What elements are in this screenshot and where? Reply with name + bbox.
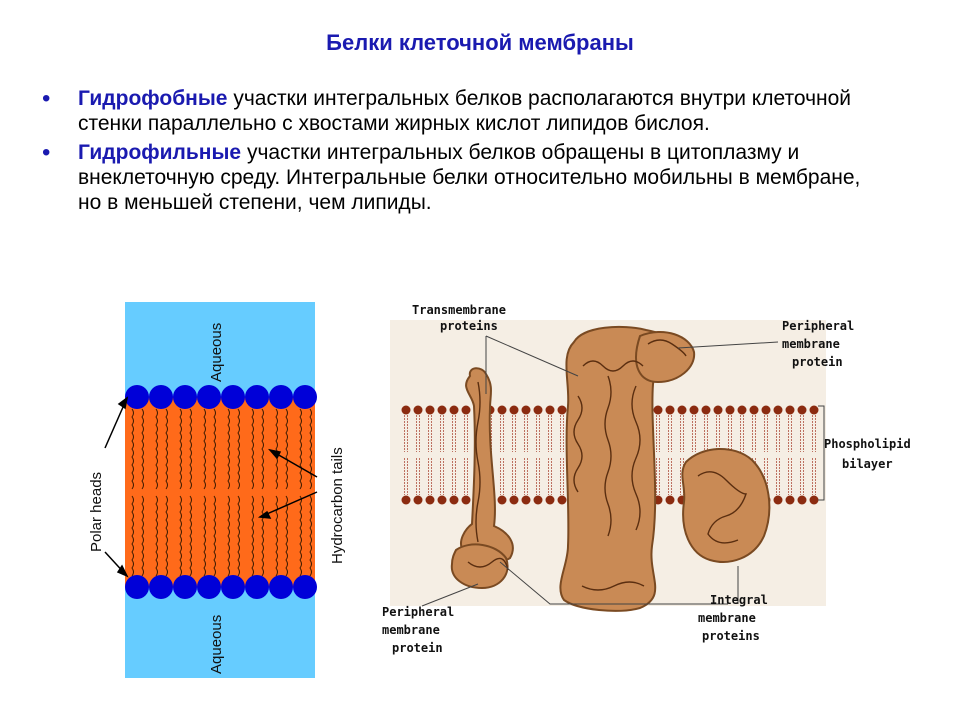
peripheral-bottom-label-2: membrane [382, 623, 440, 637]
peripheral-top-label-3: protein [792, 355, 843, 369]
phospholipid-head [762, 406, 771, 415]
bullet-hydrophilic [38, 140, 888, 215]
transmembrane-label-1: Transmembrane [412, 303, 506, 317]
polar-head [197, 575, 221, 599]
hydrocarbon-tails-label: Hydrocarbon tails [329, 447, 346, 564]
membrane-proteins-diagram [378, 296, 911, 668]
phospholipid-head [510, 496, 519, 505]
phospholipid-head [810, 496, 819, 505]
phospholipid-head [426, 496, 435, 505]
phospholipid-head [450, 406, 459, 415]
phospholipid-head [702, 406, 711, 415]
peripheral-bottom-label-3: protein [392, 641, 443, 655]
phospholipid-head [558, 406, 567, 415]
peripheral-top-label-1: Peripheral [782, 319, 855, 333]
phospholipid-head [402, 406, 411, 415]
integral-label-2: membrane [698, 611, 756, 625]
lipid-bilayer-diagram [85, 302, 360, 678]
phospholipid-head [414, 496, 423, 505]
bullet-list [38, 86, 888, 219]
phospholipid-head [534, 496, 543, 505]
phospholipid-head [546, 406, 555, 415]
phospholipid-head [558, 496, 567, 505]
polar-heads-label: Polar heads [88, 471, 105, 552]
polar-head [269, 575, 293, 599]
polar-head [149, 575, 173, 599]
polar-head [125, 385, 149, 409]
phospholipid-head [546, 496, 555, 505]
phospholipid-head [522, 496, 531, 505]
phospholipid-head [690, 406, 699, 415]
transmembrane-label-2: proteins [440, 319, 498, 333]
phospholipid-head [774, 496, 783, 505]
bullet-hydrophobic [38, 86, 888, 136]
phospholipid-head [726, 406, 735, 415]
polar-head [221, 385, 245, 409]
polar-head [245, 575, 269, 599]
peripheral-bottom-label-1: Peripheral [382, 605, 455, 619]
phospholipid-head [462, 496, 471, 505]
phospholipid-head [438, 496, 447, 505]
integral-label-1: Integral [710, 593, 768, 607]
polar-head [149, 385, 173, 409]
page-title: Белки клеточной мембраны [326, 30, 634, 55]
phospholipid-head [678, 406, 687, 415]
aqueous-bottom-label: Aqueous [208, 614, 225, 674]
phospholipid-head [666, 406, 675, 415]
phospholipid-head [786, 496, 795, 505]
phospholipid-head [522, 406, 531, 415]
term-hydrophobic: Гидрофобные [78, 87, 228, 110]
polar-head [125, 575, 149, 599]
phospholipid-head [438, 406, 447, 415]
phospholipid-head [786, 406, 795, 415]
polar-head [293, 385, 317, 409]
polar-head [173, 575, 197, 599]
phospholipid-head [714, 406, 723, 415]
polar-head [197, 385, 221, 409]
bilayer-label-2: bilayer [842, 457, 893, 471]
integral-label-3: proteins [702, 629, 760, 643]
phospholipid-head [666, 496, 675, 505]
bilayer-label-1: Phospholipid [824, 437, 911, 451]
term-hydrophilic: Гидрофильные [78, 141, 242, 164]
phospholipid-head [798, 496, 807, 505]
integral-protein [682, 449, 769, 562]
polar-head [269, 385, 293, 409]
bullet-dot-icon: • [42, 139, 51, 166]
polar-head [173, 385, 197, 409]
phospholipid-head [402, 496, 411, 505]
bullet-text: участки интегральных белков обращены в цитоплазму и внеклеточную среду. Интегральные белки относительно мобильны в мембране, но в меньшей степени, чем липиды. [78, 141, 861, 214]
phospholipid-head [774, 406, 783, 415]
phospholipid-head [498, 406, 507, 415]
peripheral-top-label-2: membrane [782, 337, 840, 351]
phospholipid-head [498, 496, 507, 505]
phospholipid-head [654, 406, 663, 415]
bullet-dot-icon: • [42, 85, 51, 112]
phospholipid-head [510, 406, 519, 415]
phospholipid-head [810, 406, 819, 415]
polar-head [293, 575, 317, 599]
phospholipid-head [534, 406, 543, 415]
phospholipid-head [462, 406, 471, 415]
phospholipid-head [750, 406, 759, 415]
peripheral-protein-bottom [452, 544, 508, 588]
phospholipid-head [414, 406, 423, 415]
polar-head [245, 385, 269, 409]
phospholipid-head [426, 406, 435, 415]
polar-head [221, 575, 245, 599]
phospholipid-head [798, 406, 807, 415]
phospholipid-head [738, 406, 747, 415]
bullet-text: участки интегральных белков располагаются внутри клеточной стенки параллельно с хвостами жирных кислот липидов бислоя. [78, 87, 852, 135]
phospholipid-head [450, 496, 459, 505]
aqueous-top-label: Aqueous [208, 322, 225, 382]
